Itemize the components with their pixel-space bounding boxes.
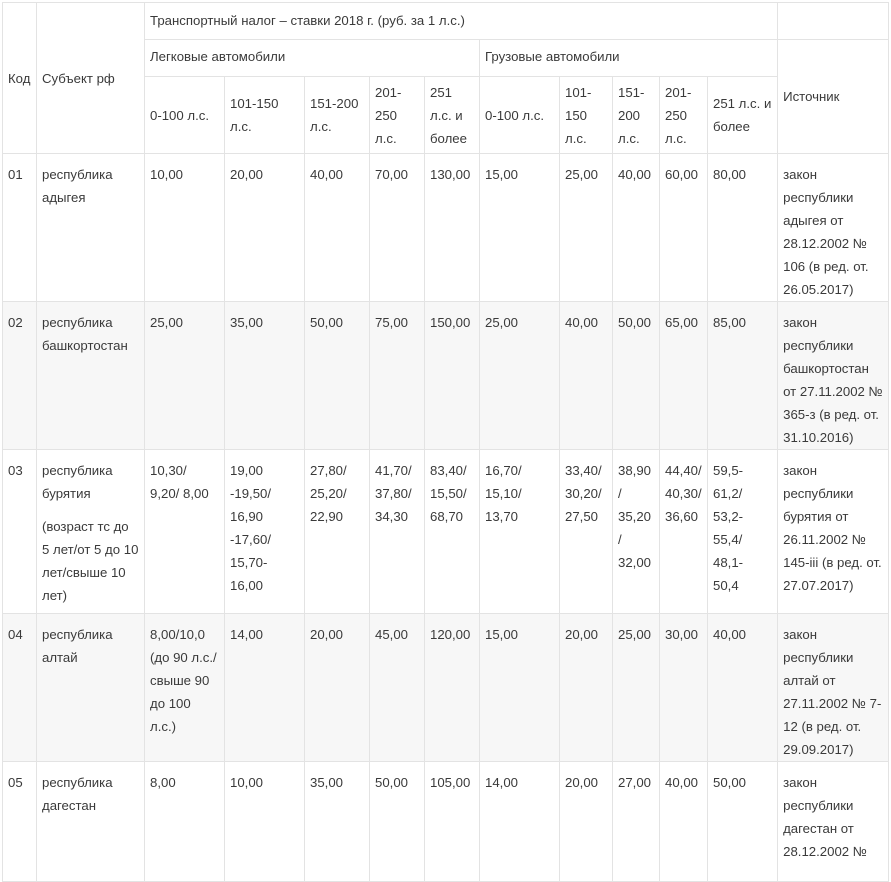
cell-truck-rate: 50,00 [613,302,660,450]
cell-truck-rate: 80,00 [708,154,778,302]
cell-car-rate: 75,00 [370,302,425,450]
cell-car-rate: 10,30/ 9,20/ 8,00 [145,450,225,614]
cell-truck-rate: 38,90/ 35,20/ 32,00 [613,450,660,614]
cell-car-rate: 20,00 [225,154,305,302]
cell-car-rate: 35,00 [225,302,305,450]
header-group-trucks: Грузовые автомобили [480,40,778,77]
cell-car-rate: 8,00 [145,762,225,882]
cell-truck-rate: 16,70/ 15,10/ 13,70 [480,450,560,614]
table-row [3,614,889,762]
cell-source: закон республики адыгея от 28.12.2002 № 106 (в ред. от. 26.05.2017) [778,154,889,302]
table-row [3,450,889,614]
header-car-col: 151-200 л.с. [305,77,370,154]
table-row [3,302,889,450]
cell-truck-rate: 25,00 [560,154,613,302]
subject-name: республика бурятия [42,463,113,501]
cell-car-rate: 41,70/ 37,80/ 34,30 [370,450,425,614]
cell-source: закон республики бурятия от 26.11.2002 № 145-iii (в ред. от. 27.07.2017) [778,450,889,614]
cell-truck-rate: 25,00 [613,614,660,762]
cell-car-rate: 120,00 [425,614,480,762]
header-subject: Субъект рф [37,3,145,154]
header-car-col: 0-100 л.с. [145,77,225,154]
cell-car-rate: 70,00 [370,154,425,302]
cell-truck-rate: 33,40/ 30,20/ 27,50 [560,450,613,614]
header-source: Источник [778,40,889,154]
header-car-col: 101-150 л.с. [225,77,305,154]
cell-code: 02 [3,302,37,450]
cell-truck-rate: 20,00 [560,762,613,882]
cell-car-rate: 150,00 [425,302,480,450]
cell-source: закон республики алтай от 27.11.2002 № 7-12 (в ред. от. 29.09.2017) [778,614,889,762]
cell-subject: республика дагестан [37,762,145,882]
header-car-col: 201-250 л.с. [370,77,425,154]
header-truck-col: 251 л.с. и более [708,77,778,154]
cell-subject: республика адыгея [37,154,145,302]
cell-car-rate: 50,00 [305,302,370,450]
tax-rates-table [2,2,889,882]
cell-truck-rate: 14,00 [480,762,560,882]
cell-car-rate: 45,00 [370,614,425,762]
cell-car-rate: 130,00 [425,154,480,302]
cell-source: закон республики дагестан от 28.12.2002 № [778,762,889,882]
header-group-cars: Легковые автомобили [145,40,480,77]
table-title: Транспортный налог – ставки 2018 г. (руб. за 1 л.с.) [145,3,778,40]
cell-truck-rate: 30,00 [660,614,708,762]
cell-car-rate: 105,00 [425,762,480,882]
cell-car-rate: 19,00 -19,50/ 16,90 -17,60/ 15,70-16,00 [225,450,305,614]
header-truck-col: 151-200 л.с. [613,77,660,154]
cell-truck-rate: 40,00 [560,302,613,450]
cell-car-rate: 8,00/10,0 (до 90 л.с./ свыше 90 до 100 л.с.) [145,614,225,762]
header-truck-col: 101-150 л.с. [560,77,613,154]
cell-subject [37,450,145,614]
header-truck-col: 0-100 л.с. [480,77,560,154]
cell-car-rate: 35,00 [305,762,370,882]
cell-code: 03 [3,450,37,614]
cell-code: 04 [3,614,37,762]
header-code: Код [3,3,37,154]
header-blank [778,3,889,40]
cell-car-rate: 25,00 [145,302,225,450]
cell-truck-rate: 15,00 [480,154,560,302]
cell-truck-rate: 25,00 [480,302,560,450]
cell-truck-rate: 27,00 [613,762,660,882]
cell-car-rate: 27,80/ 25,20/ 22,90 [305,450,370,614]
cell-car-rate: 83,40/ 15,50/ 68,70 [425,450,480,614]
subject-note: (возраст тс до 5 лет/от 5 до 10 лет/свыше 10 лет) [42,519,139,603]
cell-car-rate: 14,00 [225,614,305,762]
cell-subject: республика башкортостан [37,302,145,450]
cell-truck-rate: 50,00 [708,762,778,882]
cell-truck-rate: 15,00 [480,614,560,762]
cell-car-rate: 10,00 [225,762,305,882]
cell-car-rate: 40,00 [305,154,370,302]
cell-truck-rate: 40,00 [613,154,660,302]
cell-truck-rate: 65,00 [660,302,708,450]
header-car-col: 251 л.с. и более [425,77,480,154]
header-row-title [3,3,889,40]
cell-subject: республика алтай [37,614,145,762]
cell-truck-rate: 20,00 [560,614,613,762]
table-row [3,762,889,882]
cell-truck-rate: 40,00 [660,762,708,882]
table-row [3,154,889,302]
cell-truck-rate: 85,00 [708,302,778,450]
header-truck-col: 201-250 л.с. [660,77,708,154]
cell-source: закон республики башкортостан от 27.11.2002 № 365-з (в ред. от. 31.10.2016) [778,302,889,450]
cell-car-rate: 10,00 [145,154,225,302]
cell-code: 05 [3,762,37,882]
cell-code: 01 [3,154,37,302]
cell-car-rate: 50,00 [370,762,425,882]
cell-car-rate: 20,00 [305,614,370,762]
cell-truck-rate: 44,40/ 40,30/ 36,60 [660,450,708,614]
cell-truck-rate: 60,00 [660,154,708,302]
cell-truck-rate: 40,00 [708,614,778,762]
cell-truck-rate: 59,5-61,2/ 53,2-55,4/ 48,1- 50,4 [708,450,778,614]
